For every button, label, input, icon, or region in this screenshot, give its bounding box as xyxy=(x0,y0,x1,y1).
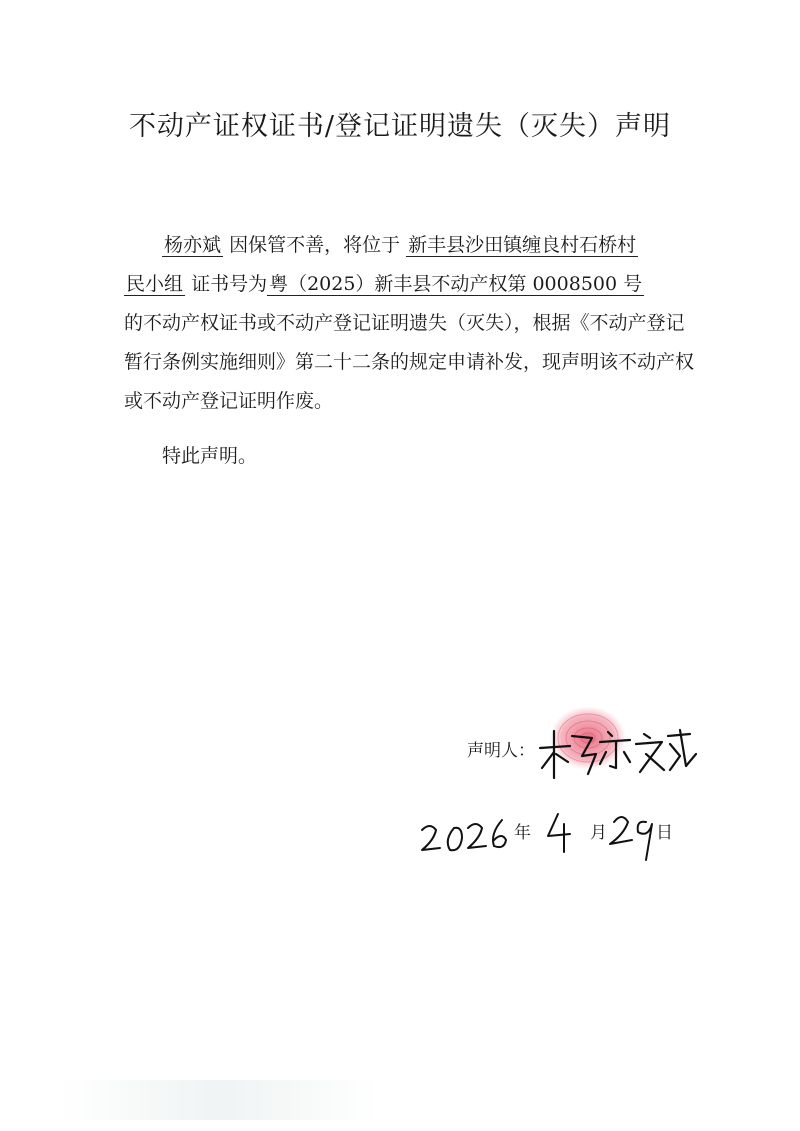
date-handwriting xyxy=(410,800,690,890)
handwritten-date xyxy=(410,800,690,890)
declarant-label: 声明人： xyxy=(467,741,535,761)
day-unit: 日 xyxy=(656,823,673,843)
document-title: 不动产证权证书/登记证明遗失（灭失）声明 xyxy=(128,111,672,142)
declarant-name: 杨亦斌 xyxy=(164,234,222,256)
property-location-line1: 新丰县沙田镇缠良村石桥村 xyxy=(408,234,637,256)
year-unit: 年 xyxy=(514,823,531,843)
text-segment-b: 证书号为 xyxy=(191,273,268,295)
signature-with-fingerprint xyxy=(530,696,710,796)
fingerprint-seal-icon xyxy=(530,696,710,796)
scan-artifact xyxy=(60,1080,380,1120)
certificate-number: 粤（2025）新丰县不动产权第 0008500 号 xyxy=(269,273,643,295)
statement-paragraph xyxy=(124,226,694,421)
closing-sentence: 特此声明。 xyxy=(162,445,258,467)
property-location-line2: 民小组 xyxy=(126,273,184,295)
text-segment-a: 因保管不善，将位于 xyxy=(229,234,401,256)
text-segment-c: 的不动产权证书或不动产登记证明遗失（灭失），根据《不动产登记暂行条例实施细则》第二十二条的规定申请补发，现声明该不动产权或不动产登记证明作废。 xyxy=(124,312,695,412)
month-unit: 月 xyxy=(590,823,607,843)
